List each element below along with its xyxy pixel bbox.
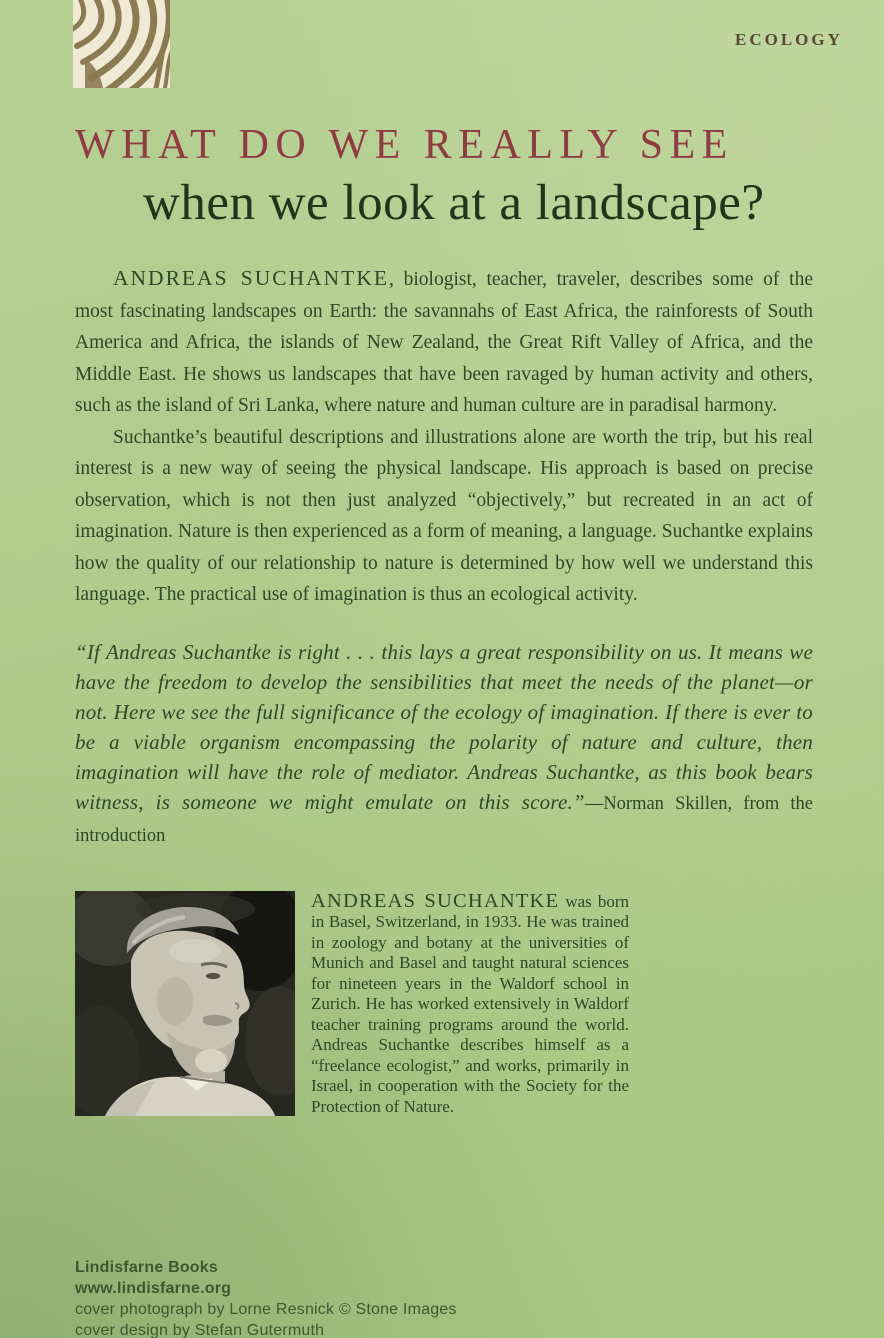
description-block (75, 263, 813, 611)
cover-content (75, 124, 813, 1117)
publisher-website: www.lindisfarne.org (75, 1280, 232, 1297)
design-credit-line: cover design by Stefan Gutermuth (75, 1322, 325, 1338)
author-bio-text (311, 891, 629, 1118)
publisher-name: Lindisfarne Books (75, 1259, 218, 1276)
description-paragraph-1 (75, 263, 813, 422)
review-quote-text: “If Andreas Suchantke is right . . . this lays a great responsibility on us. It means we have the freedom to develop the sensibilities that meet the needs of the planet—or not. Here we see the full significance of the ecology of imagination. If there is ever to be a viable organism encompassing the polarity of nature and culture, then imagination will have the role of mediator. Andreas Suchantke, as this book bears witness, is someone we might emulate on this score.” (75, 639, 813, 814)
description-paragraph-1-text: , biologist, teacher, traveler, describes some of the most fascinating landscapes on Earth: the savannahs of East Africa, the rainforests of South America and Africa, the islands of New Zealand, the Great Rift Valley of Africa, and the Middle East. He shows us landscapes that have been ravaged by human activity and others, such as the island of Sri Lanka, where nature and human culture are in paradisal harmony. (75, 269, 813, 416)
author-portrait-image (75, 891, 295, 1116)
book-title-main: WHAT DO WE REALLY SEE (75, 122, 734, 168)
author-name-lead: ANDREAS SUCHANTKE (113, 266, 389, 290)
book-subtitle: when we look at a landscape? (143, 175, 765, 231)
author-bio-name: ANDREAS SUCHANTKE (311, 889, 560, 912)
description-paragraph-2: Suchantke’s beautiful descriptions and illustrations alone are worth the trip, but his real interest is a new way of seeing the physical landscape. His approach is based on precise observation, which is not then just analyzed “objectively,” but recreated in an act of imagination. Nature is then experienced as a form of meaning, a language. Suchantke explains how the quality of our relationship to nature is determined by how well we understand this language. The practical use of imagination is thus an ecological activity. (75, 426, 813, 605)
publisher-block (75, 1257, 457, 1338)
author-photo (75, 891, 295, 1116)
zebra-stripes-image (73, 0, 170, 88)
quote-attribution: —Norman Skillen, from the introduction (75, 793, 813, 846)
review-quote (75, 637, 813, 851)
category-label: ECOLOGY (735, 30, 843, 49)
zebra-stripes-icon (73, 0, 170, 88)
author-bio-section (75, 891, 813, 1118)
author-bio-body: was born in Basel, Switzerland, in 1933. He was trained in zoology and botany at the universities of Munich and Basel and taught natural sciences for nineteen years in the Waldorf school in Zurich. He has worked extensively in Waldorf teacher training programs around the world. Andreas Suchantke describes himself as a “freelance ecologist,” and works, primarily in Israel, in cooperation with the Society for the Protection of Nature. (311, 891, 630, 1116)
photo-credit-line: cover photograph by Lorne Resnick © Stone Images (75, 1301, 457, 1318)
